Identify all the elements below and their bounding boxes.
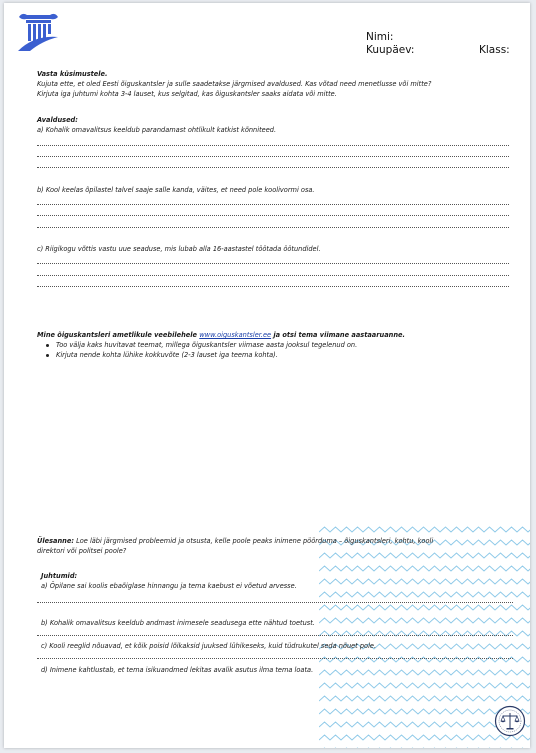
- justice-scales-seal-icon: [494, 705, 526, 737]
- application-c: c) Riigikogu võttis vastu uue seaduse, mis lubab alla 16-aastastel töötada öötundidel.: [37, 245, 321, 253]
- answer-line: [37, 658, 513, 659]
- case-b: b) Kohalik omavalitsus keeldub andmast inimesele seadusega ette nähtud toetust.: [41, 619, 315, 627]
- zigzag-line: [319, 696, 530, 701]
- answer-line: [37, 227, 509, 228]
- zigzag-line: [319, 592, 530, 597]
- intro-text-line-2: Kirjuta iga juhtumi kohta 3-4 lauset, kus selgitad, kas õiguskantsler saaks aidata või mitte.: [37, 90, 337, 98]
- cases-heading: Juhtumid:: [41, 572, 78, 580]
- zigzag-line: [319, 683, 530, 688]
- zigzag-line: [319, 618, 530, 623]
- task3-label: Ülesanne:: [37, 537, 74, 545]
- zigzag-line: [319, 579, 530, 584]
- class-label: Klass:: [479, 44, 510, 56]
- task3-text-2: direktori või politsei poole?: [37, 547, 127, 555]
- answer-line: [37, 145, 509, 146]
- zigzag-line: [319, 527, 530, 532]
- case-d: d) Inimene kahtlustab, et tema isikuandmed lekitas avalik asutus ilma tema loata.: [41, 666, 314, 674]
- task2-intro: Mine õiguskantsleri ametlikule veebilehele: [37, 331, 197, 339]
- answer-line: [37, 602, 513, 603]
- intro-heading: Vasta küsimustele.: [37, 70, 108, 78]
- answer-line: [37, 635, 513, 636]
- zigzag-line: [319, 566, 530, 571]
- task3-text-1: Loe läbi järgmised probleemid ja otsusta, kelle poole peaks inimene pöörduma – õiguskantsleri, kohtu, kooli: [76, 537, 434, 545]
- case-c: c) Kooli reeglid nõuavad, et kõik poisid lõikaksid juuksed lühikeseks, kuid tüdrukutel seda nõuet pole.: [41, 642, 377, 650]
- application-a: a) Kohalik omavalitsus keeldub parandamast ohtlikult katkist kõnniteed.: [37, 126, 277, 134]
- answer-line: [37, 263, 509, 264]
- bullet: [46, 354, 49, 357]
- zigzag-line: [319, 605, 530, 610]
- task2-instruction: [37, 331, 405, 340]
- column-logo-icon: [16, 11, 60, 53]
- task2-bullet-2: Kirjuta nende kohta lühike kokkuvõte (2-3 lauset iga teema kohta).: [56, 351, 278, 359]
- task2-bullet-1: Too välja kaks huvitavat teemat, millega õiguskantsler viimase aasta jooksul tegelenud on.: [56, 341, 358, 349]
- task2-outro: ja otsi tema viimane aastaaruanne.: [273, 331, 406, 339]
- answer-line: [37, 275, 509, 276]
- answer-line: [37, 215, 509, 216]
- application-b: b) Kool keelas õpilastel talvel saaje salle kanda, väites, et need pole koolivormi osa.: [37, 186, 315, 194]
- bullet: [46, 344, 49, 347]
- answer-line: [37, 167, 509, 168]
- zigzag-line: [319, 670, 530, 675]
- intro-text-line-1: Kujuta ette, et oled Eesti õiguskantsler ja sulle saadetakse järgmised avaldused. Kas võtad need menetlusse või mitte?: [37, 80, 432, 88]
- zigzag-line: [319, 553, 530, 558]
- answer-line: [37, 156, 509, 157]
- case-a: a) Õpilane sai koolis ebaõiglase hinnangu ja tema kaebust ei võetud arvesse.: [41, 582, 297, 590]
- applications-heading: Avaldused:: [37, 116, 78, 124]
- answer-line: [37, 286, 509, 287]
- task3-line-1: [37, 537, 433, 546]
- ombudsman-website-link[interactable]: www.oiguskantsler.ee: [199, 331, 272, 339]
- date-label: Kuupäev:: [366, 44, 415, 56]
- answer-line: [37, 204, 509, 205]
- worksheet-page: [4, 3, 530, 748]
- name-label: Nimi:: [366, 31, 394, 43]
